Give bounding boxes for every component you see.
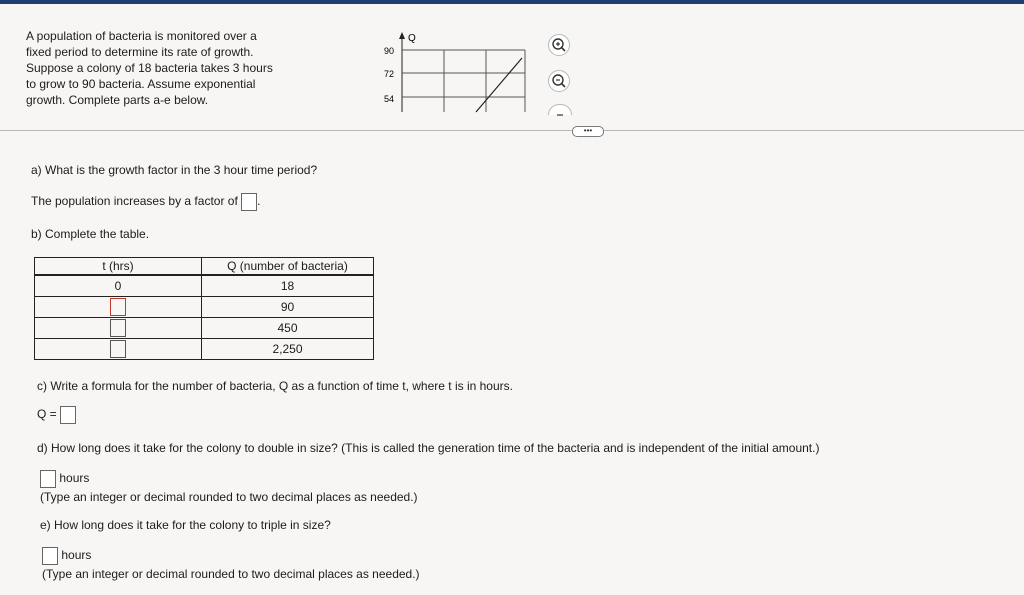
part-d-unit: hours (59, 471, 90, 486)
graph-tick-54: 54 (384, 94, 395, 104)
intro-line: to grow to 90 bacteria. Assume exponential (26, 77, 256, 91)
section-divider (0, 130, 1024, 131)
formula-input[interactable] (60, 406, 76, 424)
growth-factor-input[interactable] (241, 193, 257, 211)
part-a-prompt: The population increases by a factor of (31, 194, 238, 209)
t-cell: 0 (35, 275, 202, 297)
part-d-question: d) How long does it take for the colony to double in size? (This is called the generation time of the bacteria and is independent of the initial amount.) (37, 441, 820, 455)
column-header-t: t (hrs) (35, 258, 202, 276)
part-a-answer-line (31, 193, 260, 211)
t-cell (35, 339, 202, 360)
t-input-1[interactable] (110, 298, 126, 316)
problem-statement (26, 28, 316, 108)
top-bar (0, 0, 1024, 4)
t-cell (35, 297, 202, 318)
q-cell: 90 (202, 297, 374, 318)
t-input-3[interactable] (110, 340, 126, 358)
column-header-q: Q (number of bacteria) (202, 258, 374, 276)
part-a-question: a) What is the growth factor in the 3 hour time period? (31, 163, 318, 177)
tripling-time-input[interactable] (42, 547, 58, 565)
table-row (35, 318, 374, 339)
intro-line: fixed period to determine its rate of growth. (26, 45, 254, 59)
part-e-question: e) How long does it take for the colony to triple in size? (40, 518, 331, 532)
zoom-in-icon (549, 35, 569, 55)
part-e-answer-line (42, 547, 91, 565)
table-header-row (35, 258, 374, 276)
table-row (35, 275, 374, 297)
zoom-in-button[interactable] (548, 34, 570, 56)
popout-button[interactable] (548, 104, 572, 115)
graph-y-label: Q (408, 33, 416, 44)
graph-tick-72: 72 (384, 69, 395, 79)
table-row (35, 339, 374, 360)
intro-line: growth. Complete parts a-e below. (26, 93, 209, 107)
graph-tick-90: 90 (384, 46, 395, 56)
part-d-hint: (Type an integer or decimal rounded to two decimal places as needed.) (40, 490, 418, 504)
graph-curve (476, 58, 522, 112)
part-c-question: c) Write a formula for the number of bacteria, Q as a function of time t, where t is in hours. (37, 379, 513, 393)
zoom-out-button[interactable] (548, 70, 570, 92)
t-cell (35, 318, 202, 339)
doubling-time-input[interactable] (40, 470, 56, 488)
part-c-answer-line (37, 406, 76, 424)
zoom-out-icon (549, 71, 569, 91)
part-a-suffix: . (257, 194, 261, 209)
q-cell: 18 (202, 275, 374, 297)
part-e-unit: hours (61, 548, 92, 563)
expand-icon (549, 108, 571, 118)
intro-line: Suppose a colony of 18 bacteria takes 3 hours (26, 61, 273, 75)
part-c-prompt: Q = (37, 407, 57, 422)
graph-thumbnail[interactable] (380, 30, 540, 115)
t-input-2[interactable] (110, 319, 126, 337)
more-options-button[interactable]: ••• (572, 126, 604, 137)
part-b-question: b) Complete the table. (31, 227, 150, 241)
part-d-answer-line (40, 470, 89, 488)
intro-line: A population of bacteria is monitored over a (26, 29, 257, 43)
part-e-hint: (Type an integer or decimal rounded to two decimal places as needed.) (42, 567, 420, 581)
q-cell: 2,250 (202, 339, 374, 360)
table-row (35, 297, 374, 318)
q-cell: 450 (202, 318, 374, 339)
growth-table (34, 257, 374, 360)
